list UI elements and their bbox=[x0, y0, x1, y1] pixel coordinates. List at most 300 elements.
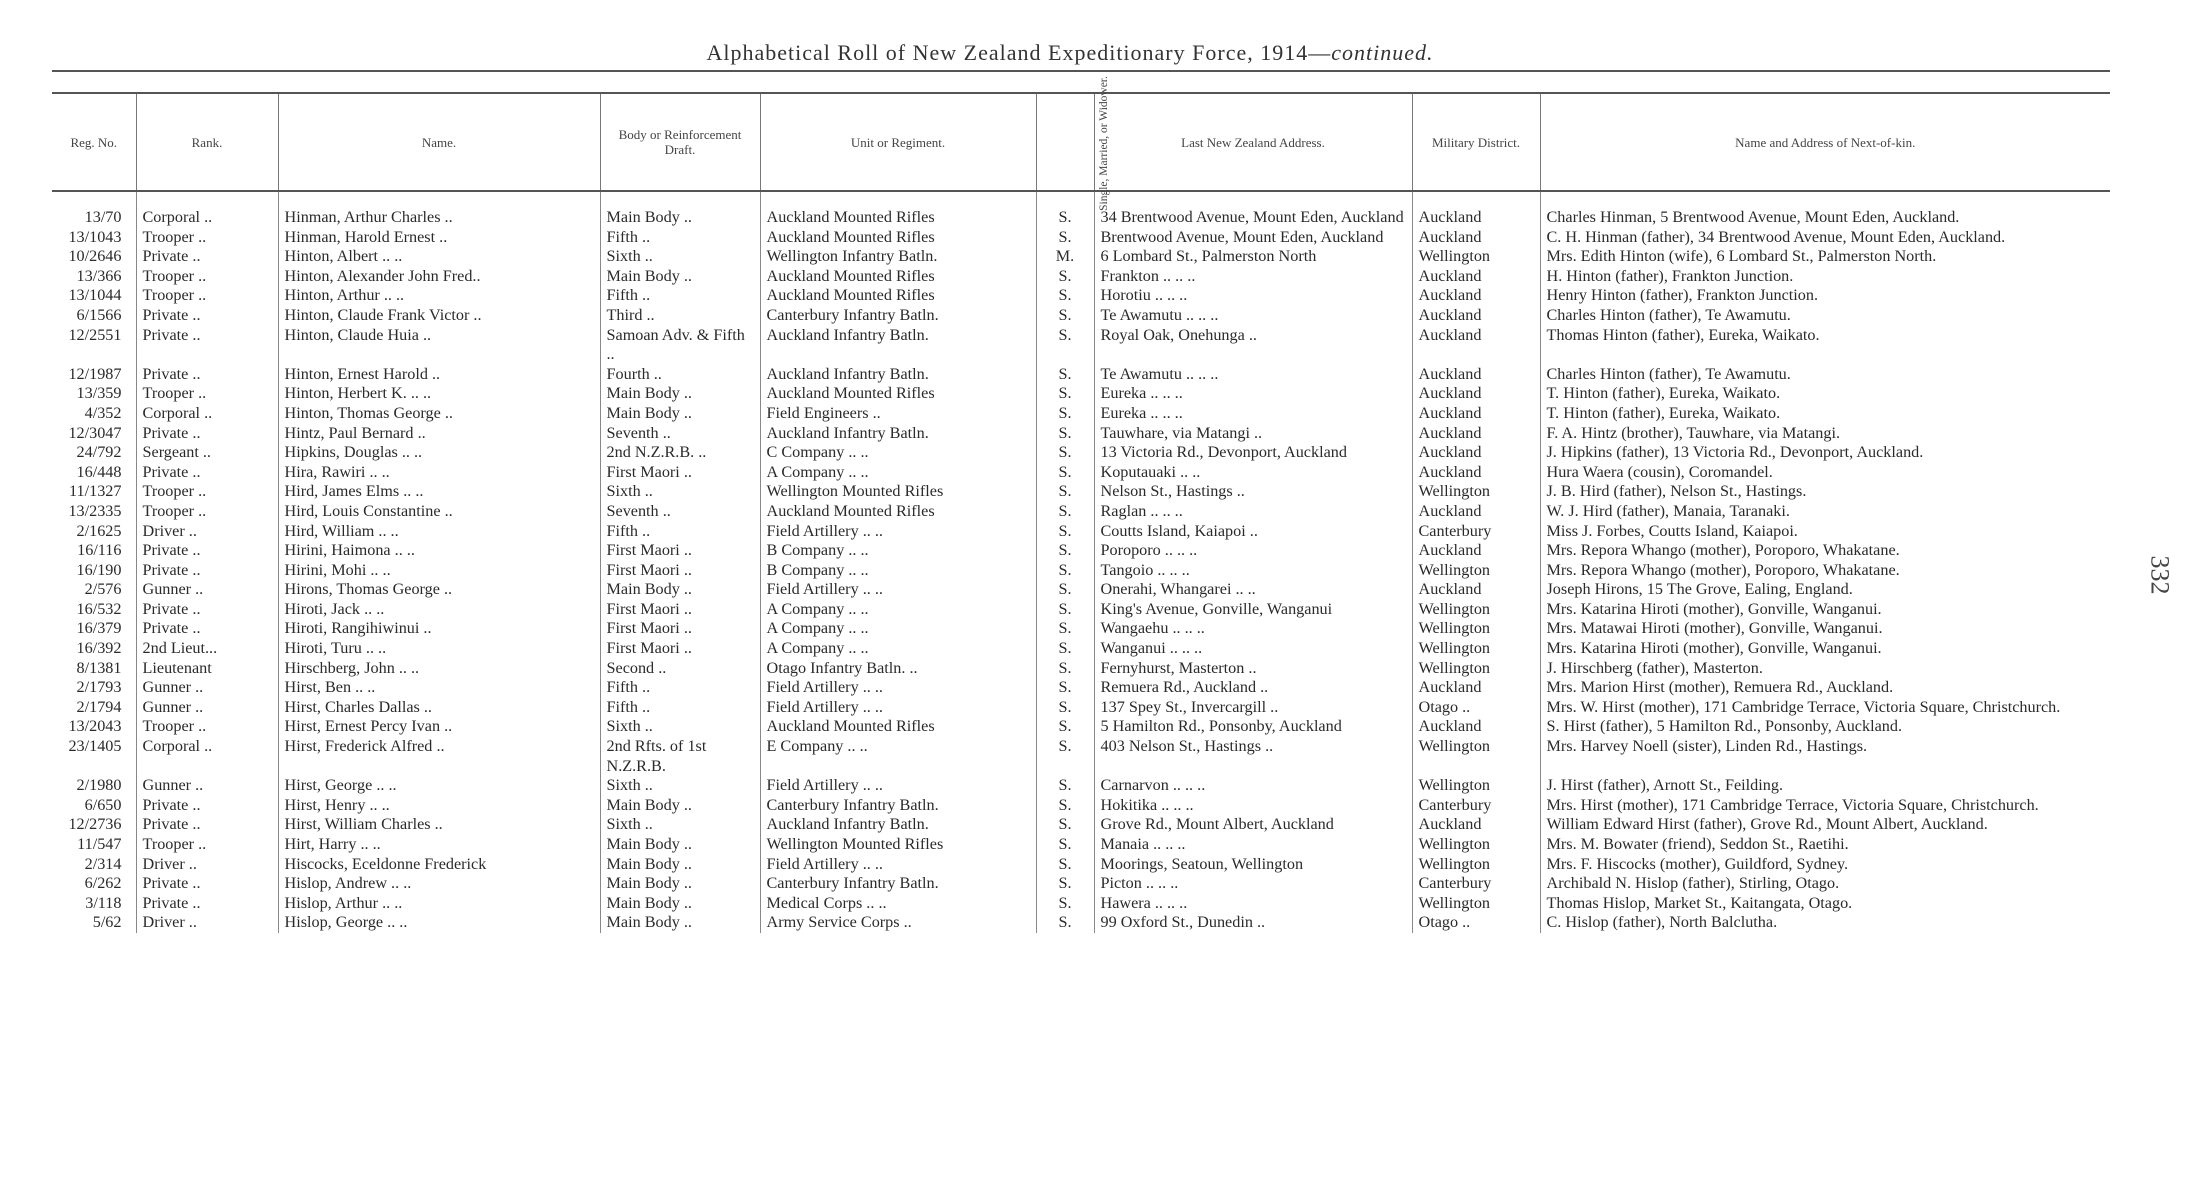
cell-status: S. bbox=[1036, 365, 1094, 385]
table-row bbox=[52, 894, 2110, 914]
cell-address: Coutts Island, Kaiapoi .. bbox=[1094, 522, 1412, 542]
cell-unit: A Company .. .. bbox=[760, 600, 1036, 620]
cell-status: S. bbox=[1036, 404, 1094, 424]
cell-rank: Trooper .. bbox=[136, 835, 278, 855]
cell-name: Hiroti, Turu .. .. bbox=[278, 639, 600, 659]
table-row bbox=[52, 796, 2110, 816]
cell-rank: Corporal .. bbox=[136, 404, 278, 424]
cell-status: S. bbox=[1036, 267, 1094, 287]
cell-district: Auckland bbox=[1412, 443, 1540, 463]
cell-reg-no: 16/448 bbox=[76, 462, 122, 481]
table-row bbox=[52, 191, 2110, 228]
cell-unit: C Company .. .. bbox=[760, 443, 1036, 463]
cell-rank: Trooper .. bbox=[136, 717, 278, 737]
cell-name: Hislop, Arthur .. .. bbox=[278, 894, 600, 914]
table-row bbox=[52, 443, 2110, 463]
cell-status: M. bbox=[1036, 247, 1094, 267]
cell-reg-no: 11/547 bbox=[77, 835, 122, 853]
cell-unit: Auckland Infantry Batln. bbox=[760, 326, 1036, 365]
cell-unit: A Company .. .. bbox=[760, 619, 1036, 639]
cell-district: Auckland bbox=[1412, 191, 1540, 228]
cell-draft: Fourth .. bbox=[600, 365, 760, 385]
cell-rank: Gunner .. bbox=[136, 698, 278, 718]
cell-reg-no: 16/532 bbox=[76, 599, 122, 618]
cell-name: Hirt, Harry .. .. bbox=[278, 835, 600, 855]
cell-status: S. bbox=[1036, 698, 1094, 718]
cell-address: Nelson St., Hastings .. bbox=[1094, 482, 1412, 502]
cell-status: S. bbox=[1036, 228, 1094, 248]
cell-reg-no: 12/2551 bbox=[68, 325, 122, 344]
cell-status: S. bbox=[1036, 463, 1094, 483]
cell-unit: Field Artillery .. .. bbox=[760, 580, 1036, 600]
title-rule bbox=[52, 70, 2110, 72]
cell-next-of-kin: Charles Hinton (father), Te Awamutu. bbox=[1540, 365, 2110, 385]
header-district: Military District. bbox=[1412, 93, 1540, 191]
cell-name: Hird, William .. .. bbox=[278, 522, 600, 542]
cell-address: Moorings, Seatoun, Wellington bbox=[1094, 855, 1412, 875]
cell-status: S. bbox=[1036, 796, 1094, 816]
table-row bbox=[52, 600, 2110, 620]
cell-draft: Main Body .. bbox=[600, 894, 760, 914]
cell-unit: Wellington Mounted Rifles bbox=[760, 482, 1036, 502]
cell-district: Auckland bbox=[1412, 384, 1540, 404]
cell-status: S. bbox=[1036, 913, 1094, 933]
cell-address: Eureka .. .. .. bbox=[1094, 384, 1412, 404]
cell-address: Te Awamutu .. .. .. bbox=[1094, 306, 1412, 326]
cell-rank: 2nd Lieut... bbox=[136, 639, 278, 659]
cell-address: Tauwhare, via Matangi .. bbox=[1094, 424, 1412, 444]
cell-district: Canterbury bbox=[1412, 874, 1540, 894]
cell-name: Hirst, Charles Dallas .. bbox=[278, 698, 600, 718]
cell-address: 137 Spey St., Invercargill .. bbox=[1094, 698, 1412, 718]
cell-district: Auckland bbox=[1412, 365, 1540, 385]
cell-next-of-kin: Hura Waera (cousin), Coromandel. bbox=[1540, 463, 2110, 483]
page-number: 332 bbox=[2145, 555, 2175, 595]
cell-next-of-kin: F. A. Hintz (brother), Tauwhare, via Matangi. bbox=[1540, 424, 2110, 444]
cell-next-of-kin: Thomas Hinton (father), Eureka, Waikato. bbox=[1540, 326, 2110, 365]
cell-district: Auckland bbox=[1412, 228, 1540, 248]
cell-unit: Field Artillery .. .. bbox=[760, 776, 1036, 796]
cell-reg-no: 12/3047 bbox=[68, 423, 122, 442]
cell-reg-no: 16/379 bbox=[76, 619, 122, 638]
table-row bbox=[52, 502, 2110, 522]
cell-rank: Trooper .. bbox=[136, 267, 278, 287]
cell-name: Hinton, Herbert K. .. .. bbox=[278, 384, 600, 404]
cell-rank: Private .. bbox=[136, 894, 278, 914]
cell-rank: Trooper .. bbox=[136, 502, 278, 522]
cell-district: Otago .. bbox=[1412, 913, 1540, 933]
cell-address: 13 Victoria Rd., Devonport, Auckland bbox=[1094, 443, 1412, 463]
cell-unit: Canterbury Infantry Batln. bbox=[760, 874, 1036, 894]
cell-status: S. bbox=[1036, 874, 1094, 894]
cell-draft: First Maori .. bbox=[600, 561, 760, 581]
cell-draft: Main Body .. bbox=[600, 191, 760, 228]
cell-draft: Main Body .. bbox=[600, 855, 760, 875]
cell-unit: Wellington Mounted Rifles bbox=[760, 835, 1036, 855]
cell-district: Auckland bbox=[1412, 717, 1540, 737]
cell-draft: First Maori .. bbox=[600, 541, 760, 561]
cell-rank: Private .. bbox=[136, 600, 278, 620]
cell-reg-no: 16/392 bbox=[76, 639, 122, 658]
cell-reg-no: 2/314 bbox=[84, 854, 122, 873]
cell-draft: First Maori .. bbox=[600, 463, 760, 483]
cell-reg-no: 12/1987 bbox=[68, 364, 122, 383]
cell-rank: Private .. bbox=[136, 561, 278, 581]
table-row bbox=[52, 619, 2110, 639]
cell-district: Auckland bbox=[1412, 404, 1540, 424]
cell-name: Hirini, Mohi .. .. bbox=[278, 561, 600, 581]
cell-reg-no: 11/1327 bbox=[69, 482, 122, 501]
cell-next-of-kin: Charles Hinman, 5 Brentwood Avenue, Mount Eden, Auckland. bbox=[1540, 191, 2110, 228]
cell-status: S. bbox=[1036, 326, 1094, 365]
cell-name: Hirschberg, John .. .. bbox=[278, 659, 600, 679]
cell-draft: First Maori .. bbox=[600, 619, 760, 639]
title-continued: continued. bbox=[1331, 40, 1434, 65]
cell-name: Hinton, Claude Huia .. bbox=[278, 326, 600, 365]
table-row bbox=[52, 815, 2110, 835]
cell-district: Wellington bbox=[1412, 639, 1540, 659]
cell-next-of-kin: Mrs. Marion Hirst (mother), Remuera Rd., Auckland. bbox=[1540, 678, 2110, 698]
cell-status: S. bbox=[1036, 737, 1094, 776]
cell-unit: E Company .. .. bbox=[760, 737, 1036, 776]
table-row bbox=[52, 326, 2110, 365]
cell-next-of-kin: Henry Hinton (father), Frankton Junction. bbox=[1540, 286, 2110, 306]
cell-district: Wellington bbox=[1412, 855, 1540, 875]
header-reg-no: Reg. No. bbox=[52, 93, 136, 191]
cell-next-of-kin: Mrs. Hirst (mother), 171 Cambridge Terrace, Victoria Square, Christchurch. bbox=[1540, 796, 2110, 816]
cell-address: Remuera Rd., Auckland .. bbox=[1094, 678, 1412, 698]
header-next-of-kin: Name and Address of Next-of-kin. bbox=[1540, 93, 2110, 191]
cell-next-of-kin: J. Hipkins (father), 13 Victoria Rd., Devonport, Auckland. bbox=[1540, 443, 2110, 463]
cell-status: S. bbox=[1036, 815, 1094, 835]
cell-name: Hinman, Harold Ernest .. bbox=[278, 228, 600, 248]
cell-district: Auckland bbox=[1412, 541, 1540, 561]
header-draft: Body or Reinforcement Draft. bbox=[600, 93, 760, 191]
cell-reg-no: 8/1381 bbox=[76, 658, 122, 677]
cell-name: Hira, Rawiri .. .. bbox=[278, 463, 600, 483]
table-row bbox=[52, 698, 2110, 718]
cell-name: Hiroti, Rangihiwinui .. bbox=[278, 619, 600, 639]
header-unit: Unit or Regiment. bbox=[760, 93, 1036, 191]
title-main: Alphabetical Roll of New Zealand Expeditionary Force, 1914— bbox=[706, 40, 1332, 65]
cell-unit: Otago Infantry Batln. .. bbox=[760, 659, 1036, 679]
cell-address: King's Avenue, Gonville, Wanganui bbox=[1094, 600, 1412, 620]
cell-name: Hird, Louis Constantine .. bbox=[278, 502, 600, 522]
cell-district: Auckland bbox=[1412, 815, 1540, 835]
cell-draft: Fifth .. bbox=[600, 678, 760, 698]
table-row bbox=[52, 306, 2110, 326]
cell-reg-no: 16/190 bbox=[76, 560, 122, 579]
cell-rank: Private .. bbox=[136, 463, 278, 483]
cell-status: S. bbox=[1036, 286, 1094, 306]
cell-reg-no: 13/1044 bbox=[68, 286, 122, 305]
cell-address: Wanganui .. .. .. bbox=[1094, 639, 1412, 659]
cell-draft: Sixth .. bbox=[600, 482, 760, 502]
cell-status: S. bbox=[1036, 306, 1094, 326]
cell-address: Frankton .. .. .. bbox=[1094, 267, 1412, 287]
cell-rank: Trooper .. bbox=[136, 228, 278, 248]
cell-next-of-kin: S. Hirst (father), 5 Hamilton Rd., Ponsonby, Auckland. bbox=[1540, 717, 2110, 737]
table-row bbox=[52, 522, 2110, 542]
cell-reg-no: 6/262 bbox=[84, 874, 122, 893]
cell-name: Hirst, Ernest Percy Ivan .. bbox=[278, 717, 600, 737]
table-row bbox=[52, 776, 2110, 796]
cell-address: Hawera .. .. .. bbox=[1094, 894, 1412, 914]
table-row bbox=[52, 424, 2110, 444]
cell-status: S. bbox=[1036, 600, 1094, 620]
cell-reg-no: 3/118 bbox=[85, 893, 122, 912]
table-row bbox=[52, 678, 2110, 698]
cell-district: Otago .. bbox=[1412, 698, 1540, 718]
cell-address: Royal Oak, Onehunga .. bbox=[1094, 326, 1412, 365]
cell-unit: Auckland Infantry Batln. bbox=[760, 365, 1036, 385]
cell-unit: Auckland Mounted Rifles bbox=[760, 228, 1036, 248]
cell-district: Canterbury bbox=[1412, 796, 1540, 816]
cell-district: Wellington bbox=[1412, 600, 1540, 620]
table-row bbox=[52, 580, 2110, 600]
cell-address: 34 Brentwood Avenue, Mount Eden, Auckland bbox=[1094, 191, 1412, 228]
cell-name: Hinton, Alexander John Fred.. bbox=[278, 267, 600, 287]
cell-name: Hirini, Haimona .. .. bbox=[278, 541, 600, 561]
cell-name: Hinton, Ernest Harold .. bbox=[278, 365, 600, 385]
cell-unit: Canterbury Infantry Batln. bbox=[760, 306, 1036, 326]
cell-name: Hirst, William Charles .. bbox=[278, 815, 600, 835]
cell-next-of-kin: Mrs. F. Hiscocks (mother), Guildford, Sydney. bbox=[1540, 855, 2110, 875]
page-title bbox=[0, 40, 2140, 66]
cell-name: Hinton, Claude Frank Victor .. bbox=[278, 306, 600, 326]
cell-rank: Trooper .. bbox=[136, 384, 278, 404]
cell-name: Hirst, Frederick Alfred .. bbox=[278, 737, 600, 776]
cell-next-of-kin: Miss J. Forbes, Coutts Island, Kaiapoi. bbox=[1540, 522, 2110, 542]
cell-unit: Canterbury Infantry Batln. bbox=[760, 796, 1036, 816]
cell-unit: B Company .. .. bbox=[760, 561, 1036, 581]
cell-status: S. bbox=[1036, 639, 1094, 659]
cell-rank: Corporal .. bbox=[136, 737, 278, 776]
cell-next-of-kin: Mrs. Katarina Hiroti (mother), Gonville, Wanganui. bbox=[1540, 639, 2110, 659]
cell-address: Te Awamutu .. .. .. bbox=[1094, 365, 1412, 385]
header-address: Last New Zealand Address. bbox=[1094, 93, 1412, 191]
table-row bbox=[52, 384, 2110, 404]
cell-next-of-kin: Charles Hinton (father), Te Awamutu. bbox=[1540, 306, 2110, 326]
cell-rank: Private .. bbox=[136, 874, 278, 894]
cell-reg-no: 5/62 bbox=[92, 913, 122, 932]
cell-reg-no: 13/359 bbox=[76, 384, 122, 403]
cell-draft: Third .. bbox=[600, 306, 760, 326]
cell-draft: Fifth .. bbox=[600, 228, 760, 248]
cell-status: S. bbox=[1036, 522, 1094, 542]
cell-unit: Auckland Mounted Rifles bbox=[760, 384, 1036, 404]
header-status-label: Single, Married, or Widower. bbox=[1097, 75, 1110, 211]
cell-next-of-kin: J. B. Hird (father), Nelson St., Hastings. bbox=[1540, 482, 2110, 502]
cell-district: Wellington bbox=[1412, 737, 1540, 776]
cell-district: Wellington bbox=[1412, 659, 1540, 679]
cell-unit: Auckland Mounted Rifles bbox=[760, 717, 1036, 737]
table-row bbox=[52, 639, 2110, 659]
cell-district: Wellington bbox=[1412, 619, 1540, 639]
cell-status: S. bbox=[1036, 835, 1094, 855]
cell-reg-no: 2/1625 bbox=[76, 521, 122, 540]
cell-draft: Main Body .. bbox=[600, 580, 760, 600]
cell-draft: Seventh .. bbox=[600, 502, 760, 522]
table-row bbox=[52, 463, 2110, 483]
cell-unit: A Company .. .. bbox=[760, 639, 1036, 659]
cell-name: Hinton, Albert .. .. bbox=[278, 247, 600, 267]
cell-draft: Sixth .. bbox=[600, 717, 760, 737]
cell-status: S. bbox=[1036, 443, 1094, 463]
cell-next-of-kin: T. Hinton (father), Eureka, Waikato. bbox=[1540, 404, 2110, 424]
cell-district: Wellington bbox=[1412, 482, 1540, 502]
cell-reg-no: 13/70 bbox=[84, 208, 122, 226]
cell-address: Grove Rd., Mount Albert, Auckland bbox=[1094, 815, 1412, 835]
cell-address: Raglan .. .. .. bbox=[1094, 502, 1412, 522]
cell-unit: Field Engineers .. bbox=[760, 404, 1036, 424]
cell-unit: Auckland Infantry Batln. bbox=[760, 815, 1036, 835]
cell-draft: Samoan Adv. & Fifth .. bbox=[600, 326, 760, 365]
cell-next-of-kin: Mrs. W. Hirst (mother), 171 Cambridge Terrace, Victoria Square, Christchurch. bbox=[1540, 698, 2110, 718]
cell-status: S. bbox=[1036, 424, 1094, 444]
cell-unit: Auckland Mounted Rifles bbox=[760, 502, 1036, 522]
cell-reg-no: 13/2043 bbox=[68, 717, 122, 736]
cell-next-of-kin: C. Hislop (father), North Balclutha. bbox=[1540, 913, 2110, 933]
cell-rank: Private .. bbox=[136, 619, 278, 639]
roll-body bbox=[52, 191, 2110, 933]
cell-unit: Auckland Mounted Rifles bbox=[760, 267, 1036, 287]
table-row bbox=[52, 874, 2110, 894]
cell-unit: Field Artillery .. .. bbox=[760, 698, 1036, 718]
cell-rank: Gunner .. bbox=[136, 580, 278, 600]
cell-address: Eureka .. .. .. bbox=[1094, 404, 1412, 424]
cell-rank: Corporal .. bbox=[136, 191, 278, 228]
cell-rank: Private .. bbox=[136, 541, 278, 561]
cell-status: S. bbox=[1036, 855, 1094, 875]
table-row bbox=[52, 717, 2110, 737]
cell-address: Picton .. .. .. bbox=[1094, 874, 1412, 894]
table-row bbox=[52, 267, 2110, 287]
cell-district: Auckland bbox=[1412, 326, 1540, 365]
header-name: Name. bbox=[278, 93, 600, 191]
cell-reg-no: 24/792 bbox=[76, 443, 122, 462]
cell-name: Hird, James Elms .. .. bbox=[278, 482, 600, 502]
cell-name: Hiscocks, Eceldonne Frederick bbox=[278, 855, 600, 875]
cell-status: S. bbox=[1036, 561, 1094, 581]
cell-name: Hipkins, Douglas .. .. bbox=[278, 443, 600, 463]
table-row bbox=[52, 561, 2110, 581]
cell-reg-no: 2/1980 bbox=[76, 776, 122, 795]
cell-name: Hinman, Arthur Charles .. bbox=[278, 191, 600, 228]
cell-address: 6 Lombard St., Palmerston North bbox=[1094, 247, 1412, 267]
cell-district: Wellington bbox=[1412, 561, 1540, 581]
cell-address: Carnarvon .. .. .. bbox=[1094, 776, 1412, 796]
cell-draft: Sixth .. bbox=[600, 776, 760, 796]
cell-draft: Main Body .. bbox=[600, 913, 760, 933]
cell-name: Hintz, Paul Bernard .. bbox=[278, 424, 600, 444]
cell-reg-no: 6/1566 bbox=[76, 305, 122, 324]
cell-rank: Driver .. bbox=[136, 522, 278, 542]
cell-name: Hislop, George .. .. bbox=[278, 913, 600, 933]
cell-reg-no: 2/576 bbox=[84, 580, 122, 599]
cell-district: Canterbury bbox=[1412, 522, 1540, 542]
cell-rank: Private .. bbox=[136, 815, 278, 835]
cell-name: Hislop, Andrew .. .. bbox=[278, 874, 600, 894]
cell-rank: Gunner .. bbox=[136, 678, 278, 698]
cell-draft: Main Body .. bbox=[600, 267, 760, 287]
table-row bbox=[52, 404, 2110, 424]
cell-unit: Field Artillery .. .. bbox=[760, 855, 1036, 875]
header-rank: Rank. bbox=[136, 93, 278, 191]
cell-address: Poroporo .. .. .. bbox=[1094, 541, 1412, 561]
cell-name: Hirst, Henry .. .. bbox=[278, 796, 600, 816]
cell-draft: Sixth .. bbox=[600, 247, 760, 267]
cell-district: Auckland bbox=[1412, 306, 1540, 326]
cell-rank: Private .. bbox=[136, 796, 278, 816]
cell-unit: Wellington Infantry Batln. bbox=[760, 247, 1036, 267]
cell-draft: Main Body .. bbox=[600, 404, 760, 424]
cell-draft: Sixth .. bbox=[600, 815, 760, 835]
cell-status: S. bbox=[1036, 384, 1094, 404]
cell-address: 403 Nelson St., Hastings .. bbox=[1094, 737, 1412, 776]
cell-reg-no: 2/1794 bbox=[76, 697, 122, 716]
cell-reg-no: 13/366 bbox=[76, 266, 122, 285]
cell-district: Auckland bbox=[1412, 267, 1540, 287]
cell-status: S. bbox=[1036, 717, 1094, 737]
cell-next-of-kin: C. H. Hinman (father), 34 Brentwood Avenue, Mount Eden, Auckland. bbox=[1540, 228, 2110, 248]
cell-reg-no: 6/650 bbox=[84, 795, 122, 814]
table-row bbox=[52, 737, 2110, 776]
cell-status: S. bbox=[1036, 482, 1094, 502]
cell-status: S. bbox=[1036, 894, 1094, 914]
cell-status: S. bbox=[1036, 659, 1094, 679]
cell-district: Auckland bbox=[1412, 580, 1540, 600]
cell-rank: Driver .. bbox=[136, 913, 278, 933]
cell-address: Horotiu .. .. .. bbox=[1094, 286, 1412, 306]
table-row bbox=[52, 855, 2110, 875]
cell-draft: Fifth .. bbox=[600, 286, 760, 306]
cell-rank: Private .. bbox=[136, 365, 278, 385]
cell-draft: First Maori .. bbox=[600, 600, 760, 620]
cell-address: 5 Hamilton Rd., Ponsonby, Auckland bbox=[1094, 717, 1412, 737]
header-row bbox=[52, 93, 2110, 191]
cell-draft: Main Body .. bbox=[600, 384, 760, 404]
cell-address: Manaia .. .. .. bbox=[1094, 835, 1412, 855]
cell-next-of-kin: Mrs. Edith Hinton (wife), 6 Lombard St., Palmerston North. bbox=[1540, 247, 2110, 267]
cell-draft: Main Body .. bbox=[600, 796, 760, 816]
cell-rank: Lieutenant bbox=[136, 659, 278, 679]
cell-district: Auckland bbox=[1412, 678, 1540, 698]
cell-next-of-kin: Mrs. M. Bowater (friend), Seddon St., Raetihi. bbox=[1540, 835, 2110, 855]
cell-unit: Field Artillery .. .. bbox=[760, 678, 1036, 698]
cell-name: Hirons, Thomas George .. bbox=[278, 580, 600, 600]
cell-draft: 2nd N.Z.R.B. .. bbox=[600, 443, 760, 463]
cell-unit: Field Artillery .. .. bbox=[760, 522, 1036, 542]
table-row bbox=[52, 541, 2110, 561]
cell-rank: Private .. bbox=[136, 424, 278, 444]
cell-unit: Medical Corps .. .. bbox=[760, 894, 1036, 914]
table-row bbox=[52, 228, 2110, 248]
cell-rank: Gunner .. bbox=[136, 776, 278, 796]
cell-next-of-kin: Mrs. Repora Whango (mother), Poroporo, Whakatane. bbox=[1540, 561, 2110, 581]
cell-unit: B Company .. .. bbox=[760, 541, 1036, 561]
cell-next-of-kin: Mrs. Matawai Hiroti (mother), Gonville, Wanganui. bbox=[1540, 619, 2110, 639]
cell-draft: 2nd Rfts. of 1st N.Z.R.B. bbox=[600, 737, 760, 776]
cell-district: Wellington bbox=[1412, 247, 1540, 267]
cell-draft: Fifth .. bbox=[600, 522, 760, 542]
cell-next-of-kin: Mrs. Harvey Noell (sister), Linden Rd., Hastings. bbox=[1540, 737, 2110, 776]
cell-next-of-kin: H. Hinton (father), Frankton Junction. bbox=[1540, 267, 2110, 287]
cell-draft: Fifth .. bbox=[600, 698, 760, 718]
cell-unit: Army Service Corps .. bbox=[760, 913, 1036, 933]
cell-rank: Trooper .. bbox=[136, 482, 278, 502]
cell-next-of-kin: J. Hirschberg (father), Masterton. bbox=[1540, 659, 2110, 679]
